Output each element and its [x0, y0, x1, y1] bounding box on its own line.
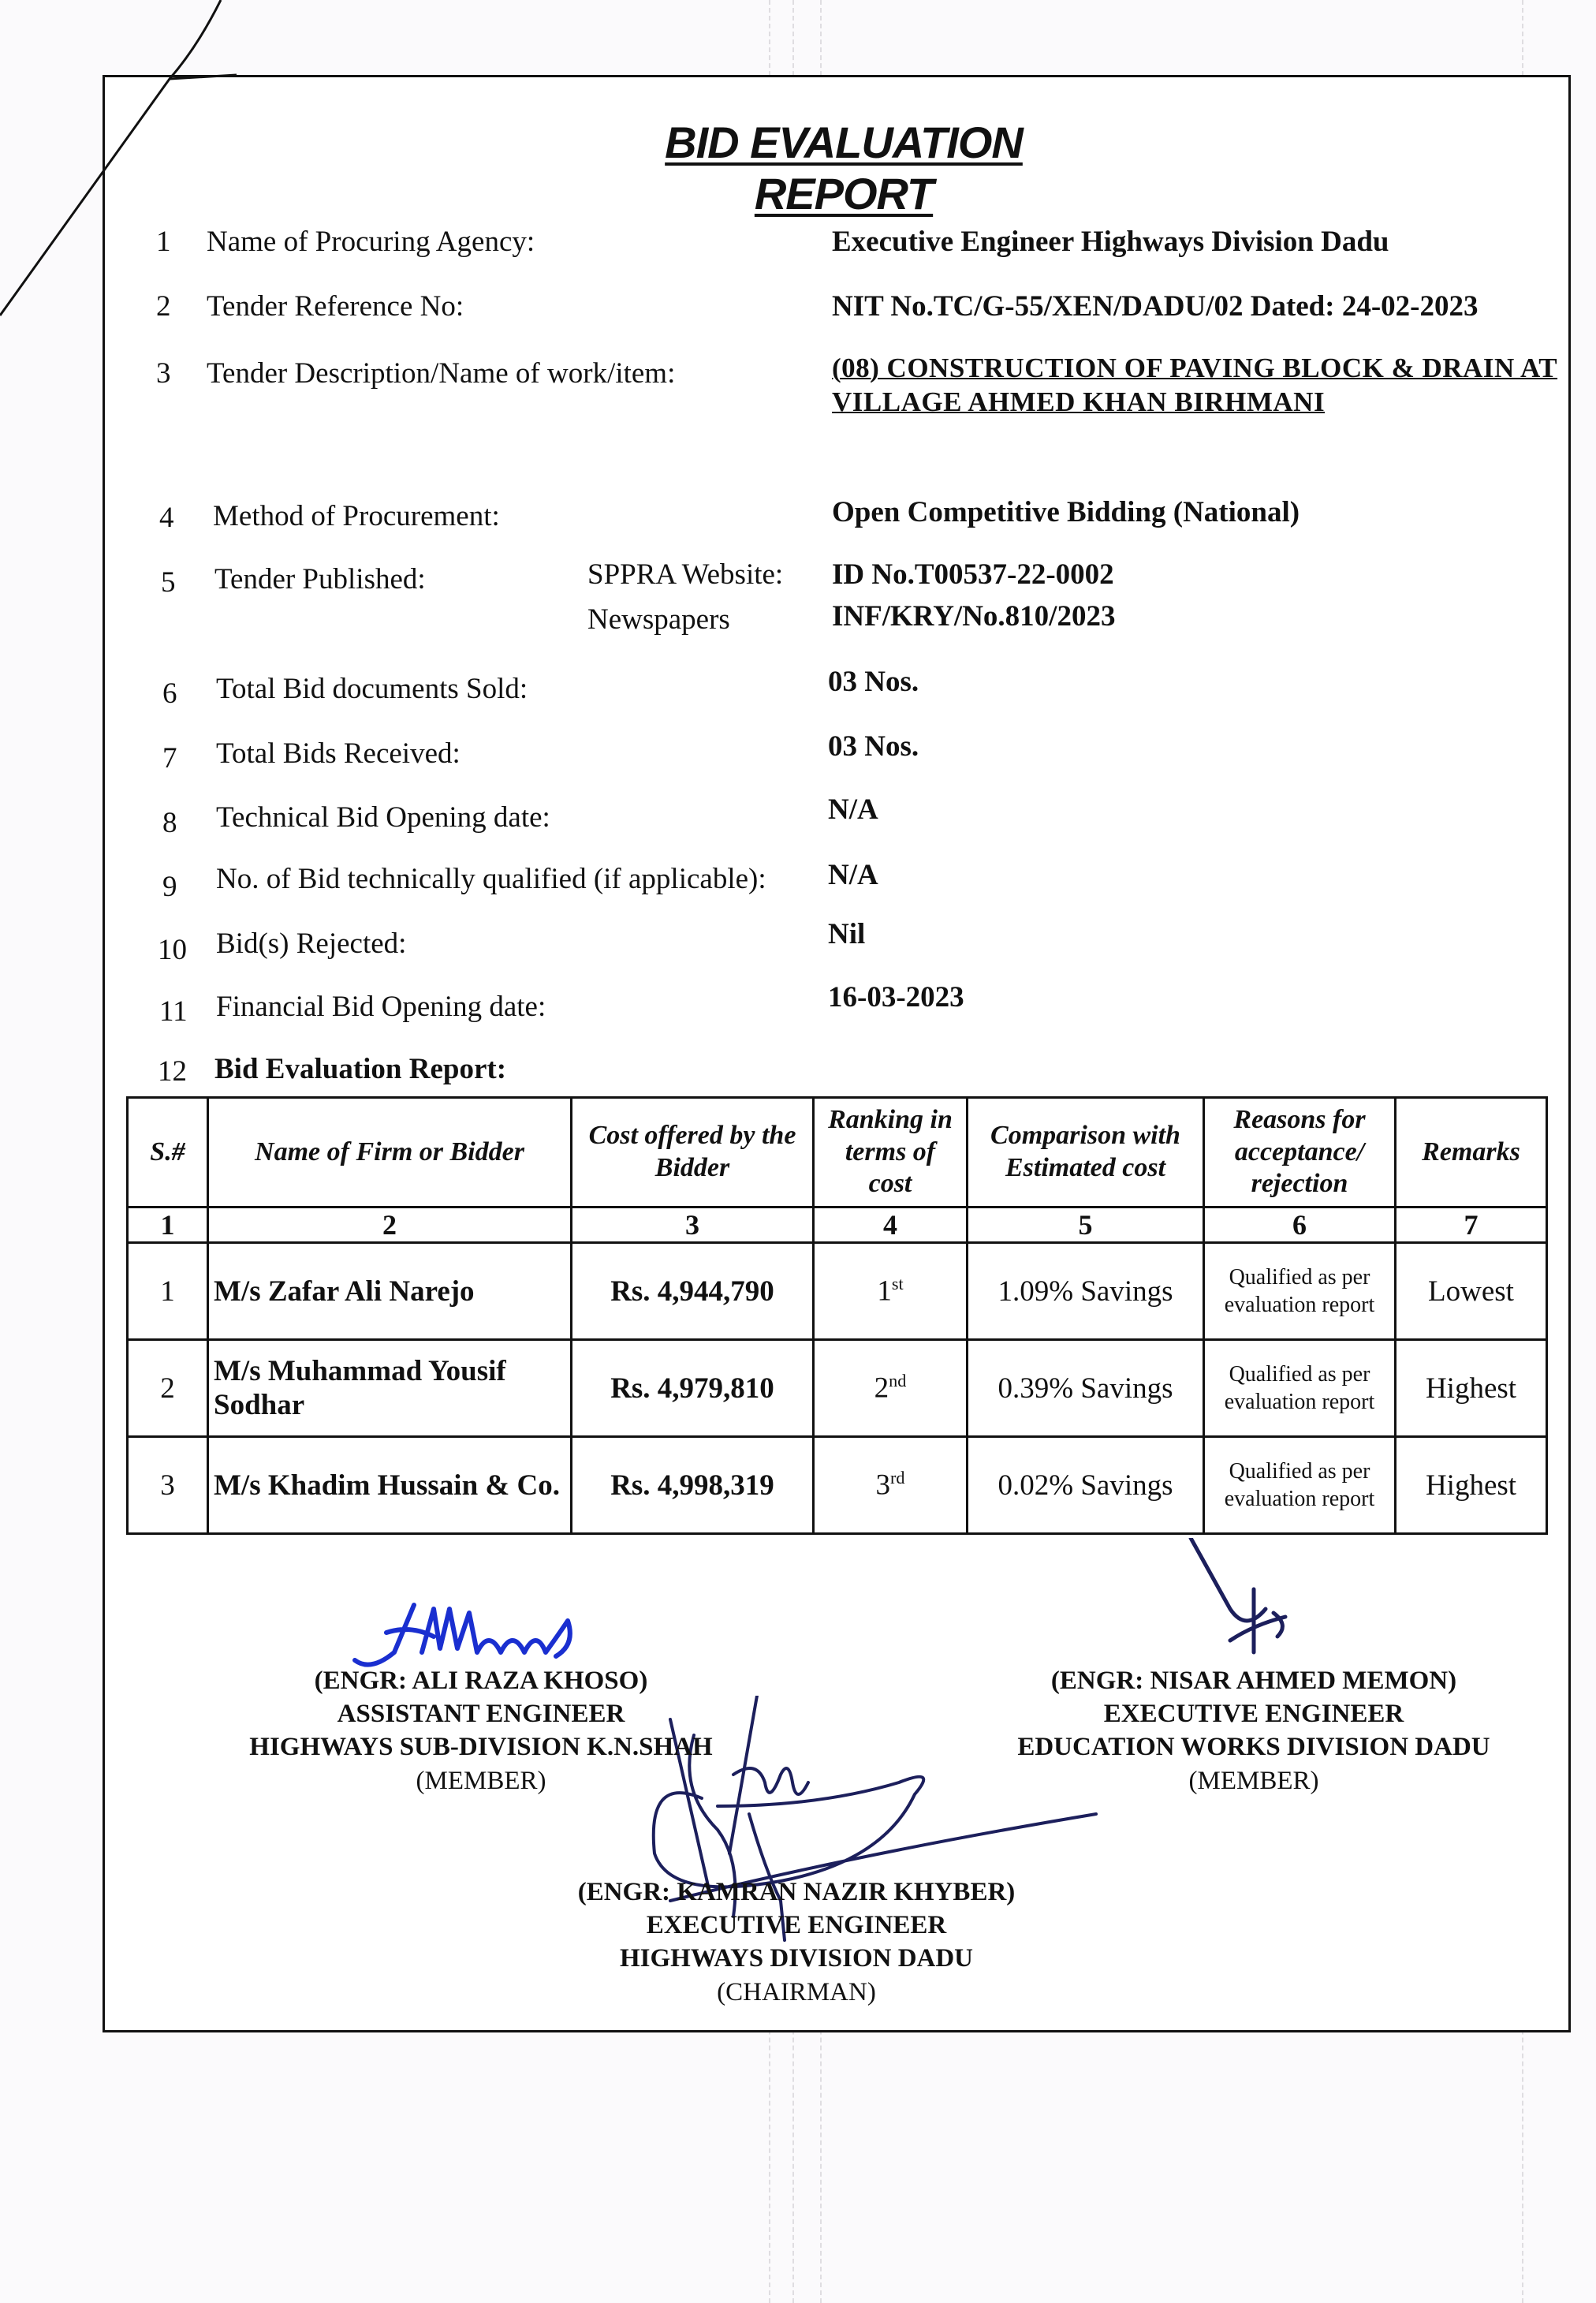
cell-reason: Qualified as per evaluation report — [1204, 1340, 1396, 1437]
cell-rank — [814, 1340, 968, 1437]
field-number: 12 — [158, 1055, 187, 1088]
field-value: N/A — [828, 859, 878, 891]
cell-remarks: Highest — [1396, 1437, 1547, 1534]
rank-suffix: st — [891, 1274, 904, 1294]
field-number: 9 — [162, 871, 177, 903]
cell-comparison: 0.02% Savings — [968, 1437, 1204, 1534]
field-label: No. of Bid technically qualified (if applicable): — [216, 863, 766, 895]
cell-sn: 1 — [128, 1243, 208, 1340]
field-value-line2: VILLAGE AHMED KHAN BIRHMANI — [832, 386, 1326, 417]
column-number: 5 — [968, 1207, 1204, 1243]
field-value: 03 Nos. — [828, 730, 919, 763]
field-label: Name of Procuring Agency: — [207, 226, 535, 258]
field-number: 4 — [159, 502, 174, 534]
field-number: 7 — [162, 742, 177, 775]
field-number: 8 — [162, 807, 177, 839]
column-number: 3 — [572, 1207, 814, 1243]
field-value: Nil — [828, 918, 866, 950]
cell-sn: 2 — [128, 1340, 208, 1437]
field-number: 10 — [158, 934, 187, 966]
signatory-designation: EXECUTIVE ENGINEER — [1103, 1700, 1404, 1729]
signatory-role: (CHAIRMAN) — [717, 1977, 876, 2006]
folded-corner-line — [0, 0, 237, 331]
signatory-name: (ENGR: NISAR AHMED MEMON) — [1050, 1667, 1457, 1695]
header-sn: S.# — [128, 1098, 208, 1207]
field-label: Total Bids Received: — [216, 737, 461, 770]
newspapers-label: Newspapers — [587, 603, 730, 636]
field-value: Open Competitive Bidding (National) — [832, 496, 1300, 528]
cell-reason: Qualified as per evaluation report — [1204, 1243, 1396, 1340]
field-number: 11 — [159, 995, 188, 1028]
column-number: 4 — [814, 1207, 968, 1243]
cell-firm: M/s Muhammad Yousif Sodhar — [208, 1340, 572, 1437]
rank-suffix: rd — [890, 1468, 905, 1488]
column-number: 6 — [1204, 1207, 1396, 1243]
field-label: Technical Bid Opening date: — [216, 801, 550, 834]
signatory-office: HIGHWAYS DIVISION DADU — [619, 1944, 974, 1973]
field-value: NIT No.TC/G-55/XEN/DADU/02 Dated: 24-02-2023 — [832, 290, 1479, 323]
table-row — [128, 1437, 1547, 1534]
signatory-designation: EXECUTIVE ENGINEER — [646, 1911, 947, 1940]
field-value: N/A — [828, 793, 878, 826]
column-number: 7 — [1396, 1207, 1547, 1243]
page-title: BID EVALUATION REPORT — [665, 118, 1023, 218]
cell-firm: M/s Zafar Ali Narejo — [208, 1243, 572, 1340]
sppra-website-value: ID No.T00537-22-0002 — [832, 558, 1114, 591]
cell-comparison: 0.39% Savings — [968, 1340, 1204, 1437]
field-number: 6 — [162, 677, 177, 710]
cell-reason: Qualified as per evaluation report — [1204, 1437, 1396, 1534]
field-number: 3 — [156, 357, 171, 390]
header-comparison: Comparison with Estimated cost — [968, 1098, 1204, 1207]
table-header-row — [128, 1098, 1547, 1207]
field-label: Bid Evaluation Report: — [214, 1053, 507, 1085]
field-label: Bid(s) Rejected: — [216, 928, 407, 960]
cell-remarks: Highest — [1396, 1340, 1547, 1437]
table-row — [128, 1340, 1547, 1437]
signatory-chairman — [552, 1876, 1041, 2009]
cell-cost: Rs. 4,944,790 — [572, 1243, 814, 1340]
column-number: 2 — [208, 1207, 572, 1243]
cell-rank — [814, 1437, 968, 1534]
field-value-line1: (08) CONSTRUCTION OF PAVING BLOCK & DRAIN AT — [832, 353, 1558, 383]
rank-number: 3 — [875, 1469, 890, 1502]
field-label: Total Bid documents Sold: — [216, 673, 528, 705]
field-number: 2 — [156, 290, 171, 323]
header-firm-name: Name of Firm or Bidder — [208, 1098, 572, 1207]
field-number: 1 — [156, 226, 171, 258]
signatory-left — [221, 1664, 741, 1797]
table-row — [128, 1243, 1547, 1340]
cell-rank — [814, 1243, 968, 1340]
rank-suffix: nd — [889, 1371, 907, 1391]
field-label: Financial Bid Opening date: — [216, 991, 546, 1023]
field-number: 5 — [161, 566, 176, 599]
column-number-row — [128, 1207, 1547, 1243]
header-reasons: Reasons for acceptance/ rejection — [1204, 1098, 1396, 1207]
field-value: Executive Engineer Highways Division Dadu — [832, 226, 1389, 258]
rank-number: 1 — [877, 1275, 892, 1308]
cell-cost: Rs. 4,979,810 — [572, 1340, 814, 1437]
field-label: Tender Description/Name of work/item: — [207, 357, 676, 390]
cell-cost: Rs. 4,998,319 — [572, 1437, 814, 1534]
header-ranking: Ranking in terms of cost — [814, 1098, 968, 1207]
cell-firm: M/s Khadim Hussain & Co. — [208, 1437, 572, 1534]
bid-evaluation-table — [126, 1096, 1548, 1535]
signatory-office: EDUCATION WORKS DIVISION DADU — [1017, 1733, 1490, 1762]
signatory-office: HIGHWAYS SUB-DIVISION K.N.SHAH — [249, 1733, 713, 1762]
cell-remarks: Lowest — [1396, 1243, 1547, 1340]
rank-number: 2 — [874, 1372, 889, 1405]
column-number: 1 — [128, 1207, 208, 1243]
signatory-designation: ASSISTANT ENGINEER — [337, 1700, 625, 1729]
field-label: Tender Published: — [214, 563, 426, 595]
header-cost-offered: Cost offered by the Bidder — [572, 1098, 814, 1207]
signatory-name: (ENGR: ALI RAZA KHOSO) — [314, 1667, 648, 1695]
newspapers-value: INF/KRY/No.810/2023 — [832, 600, 1116, 633]
field-value: 16-03-2023 — [828, 981, 964, 1013]
sppra-website-label: SPPRA Website: — [587, 558, 784, 591]
signatory-name: (ENGR: KAMRAN NAZIR KHYBER) — [577, 1878, 1016, 1906]
header-remarks: Remarks — [1396, 1098, 1547, 1207]
cell-comparison: 1.09% Savings — [968, 1243, 1204, 1340]
cell-sn: 3 — [128, 1437, 208, 1534]
field-label: Method of Procurement: — [213, 500, 500, 532]
field-label: Tender Reference No: — [207, 290, 464, 323]
field-value: 03 Nos. — [828, 666, 919, 698]
signatory-role: (MEMBER) — [416, 1766, 546, 1795]
signatory-role: (MEMBER) — [1188, 1766, 1319, 1795]
signatory-right — [1001, 1664, 1506, 1797]
